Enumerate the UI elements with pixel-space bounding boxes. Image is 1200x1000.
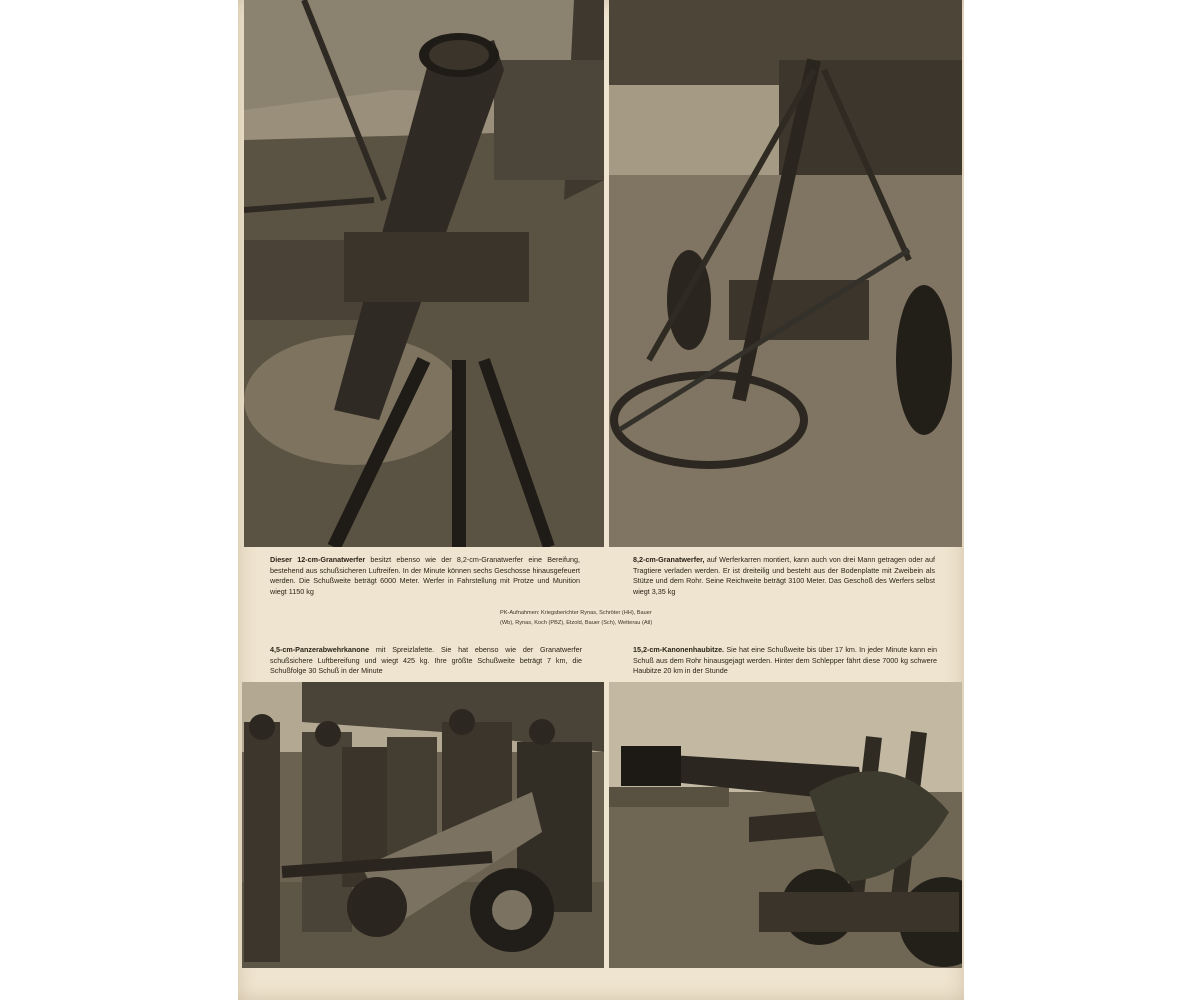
photo-152cm-howitzer <box>609 682 962 968</box>
caption-title: Dieser 12-cm-Granatwerfer <box>270 555 366 564</box>
caption-152cm-howitzer <box>633 645 937 677</box>
caption-title: 15,2-cm-Kanonenhaubitze. <box>633 645 725 654</box>
credits-line: PK-Aufnahmen: Kriegsberichter Rynas, Schröter (HH), Bauer <box>500 610 652 616</box>
photo-credits <box>500 609 710 628</box>
caption-title: 8,2-cm-Granatwerfer, <box>633 555 705 564</box>
photo-82cm-mortar-cart <box>609 0 962 547</box>
magazine-page <box>238 0 964 1000</box>
caption-text: auf Werferkarren montiert, kann auch von drei Mann getragen oder auf Tragtiere verladen werden. Er ist dreiteilig und besteht aus der Bodenplatte mit Zweibein als Stütze und dem Rohr. Seine Reichweite beträgt 3100 Meter. Das Geschoß des Werfers selbst wiegt 3,35 kg <box>633 555 935 596</box>
caption-text: besitzt ebenso wie der 8,2-cm-Granatwerfer eine Bereifung, bestehend aus schußsicheren Luftreifen. In der Minute können sechs Geschosse hinausgefeuert werden. Die Schußweite beträgt 6000 Meter. Werfer in Fahrstellung mit Protze und Munition wiegt 1150 kg <box>270 555 580 596</box>
caption-title: 4,5-cm-Panzerabwehrkanone <box>270 645 370 654</box>
photo-12cm-mortar <box>244 0 604 547</box>
credits-line: (Wb), Rynas, Koch (PBZ), Etzold, Bauer (Sch), Wetterau (Atl) <box>500 619 653 626</box>
caption-12cm-mortar <box>270 555 580 597</box>
caption-text: Sie hat eine Schußweite bis über 17 km. In jeder Minute kann ein Schuß aus dem Rohr hinausgejagt werden. Hinter dem Schlepper fährt diese 7000 kg schwere Haubitze 20 km in der Stunde <box>633 645 937 676</box>
photo-45cm-antitank-gun <box>242 682 604 968</box>
caption-82cm-mortar <box>633 555 935 597</box>
caption-text: mit Spreizlafette. Sie hat ebenso wie der Granatwerfer schußsichere Luftbereifung und wiegt 425 kg. Ihre größte Schußweite beträgt 7 km, die Schußfolge 30 Schuß in der Minute <box>270 645 582 676</box>
caption-45cm-antitank <box>270 645 582 677</box>
